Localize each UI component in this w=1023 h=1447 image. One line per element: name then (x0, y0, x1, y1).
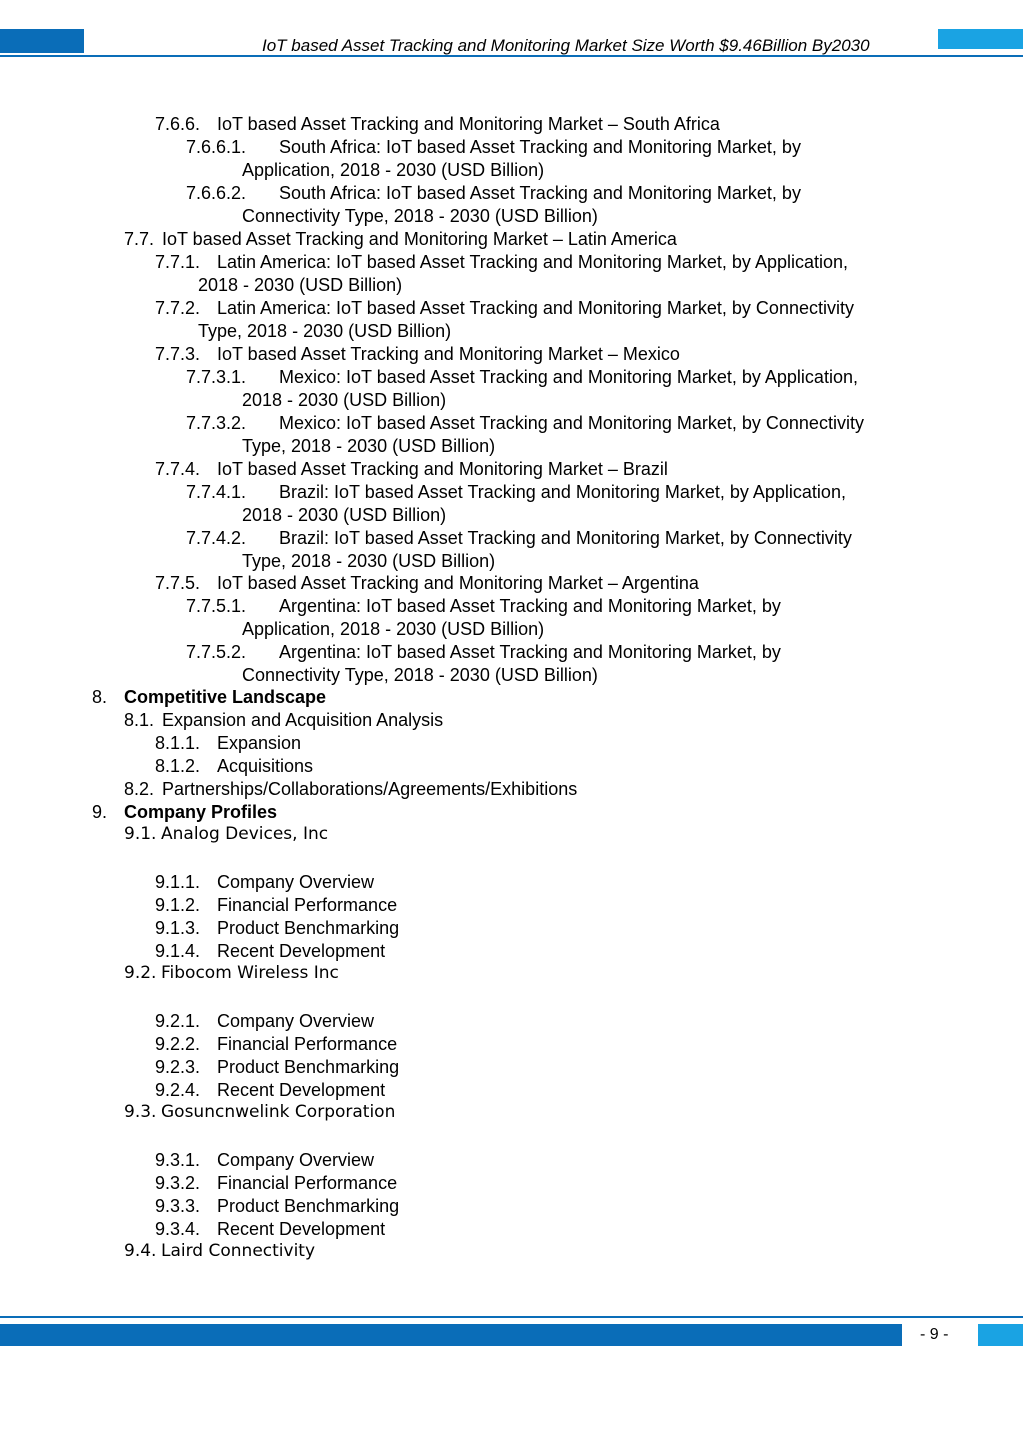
toc-entry-number: 7.7.5.2. (186, 642, 247, 662)
toc-entry-title: Product Benchmarking (217, 1196, 400, 1216)
toc-entry-number: 7.7.2. (155, 298, 201, 318)
toc-entry-title: Laird Connectivity (161, 1241, 316, 1261)
toc-entry-title: Application, 2018 - 2030 (USD Billion) (242, 619, 545, 639)
toc-entry-number: 9.4. (124, 1241, 157, 1261)
toc-entry-number: 7.7.3.1. (186, 367, 247, 387)
toc-entry-title: Argentina: IoT based Asset Tracking and Monitoring Market, by (279, 642, 781, 662)
toc-entry-title: Recent Development (217, 941, 386, 961)
toc-entry-number: 9.2.4. (155, 1080, 201, 1100)
toc-entry-title: Company Overview (217, 872, 375, 892)
toc-entry-title: Product Benchmarking (217, 1057, 400, 1077)
toc-entry-title: IoT based Asset Tracking and Monitoring Market – Brazil (217, 459, 668, 479)
toc-entry-number: 9.3.1. (155, 1150, 201, 1170)
toc-entry-number: 7.7.3. (155, 344, 201, 364)
toc-entry-title: Fibocom Wireless Inc (161, 963, 339, 983)
toc-entry-number: 7.6.6.2. (186, 183, 247, 203)
toc-entry-number: 7.7.4. (155, 459, 201, 479)
toc-entry-title: South Africa: IoT based Asset Tracking and Monitoring Market, by (279, 183, 801, 203)
toc-entry-number: 9.2.3. (155, 1057, 201, 1077)
toc-entry-number: 8.2. (124, 779, 155, 799)
toc-entry-number: 7.6.6. (155, 114, 201, 134)
toc-entry-title: IoT based Asset Tracking and Monitoring Market – South Africa (217, 114, 720, 134)
toc-entry-number: 7.7.3.2. (186, 413, 247, 433)
toc-entry-number: 9. (92, 802, 108, 822)
toc-entry-number: 9.3.3. (155, 1196, 201, 1216)
toc-entry-number: 9.1.2. (155, 895, 201, 915)
toc-entry-title: Brazil: IoT based Asset Tracking and Monitoring Market, by Application, (279, 482, 846, 502)
toc-entry-number: 8. (92, 687, 108, 707)
toc-entry-title: Company Overview (217, 1150, 375, 1170)
toc-entry-title: South Africa: IoT based Asset Tracking and Monitoring Market, by (279, 137, 801, 157)
toc-entry-title: Recent Development (217, 1219, 386, 1239)
footer-accent-right (978, 1324, 1023, 1346)
toc-entry-title: Mexico: IoT based Asset Tracking and Monitoring Market, by Connectivity (279, 413, 864, 433)
toc-entry-title: IoT based Asset Tracking and Monitoring Market – Argentina (217, 573, 699, 593)
toc-entry-title: Expansion (217, 733, 302, 753)
toc-entry-number: 9.1.3. (155, 918, 201, 938)
toc-entry-title: IoT based Asset Tracking and Monitoring Market – Mexico (217, 344, 680, 364)
toc-entry-number: 8.1. (124, 710, 155, 730)
toc-entry-number: 8.1.2. (155, 756, 201, 776)
toc-entry-title: 2018 - 2030 (USD Billion) (242, 390, 447, 410)
toc-entry-title: IoT based Asset Tracking and Monitoring Market – Latin America (162, 229, 677, 249)
toc-entry-title: Company Profiles (124, 802, 278, 822)
toc-entry-title: Latin America: IoT based Asset Tracking and Monitoring Market, by Application, (217, 252, 849, 272)
page-number: - 9 - (920, 1326, 949, 1343)
toc-entry-title: Acquisitions (217, 756, 314, 776)
toc-entry-number: 9.3.2. (155, 1173, 201, 1193)
toc-entry-number: 7.7. (124, 229, 155, 249)
toc-entry-number: 7.7.4.2. (186, 528, 247, 548)
toc-entry-title: Financial Performance (217, 895, 398, 915)
toc-entry-title: Financial Performance (217, 1034, 398, 1054)
toc-entry-title: Competitive Landscape (124, 687, 327, 707)
toc-entry-number: 9.3. (124, 1102, 157, 1122)
toc-entry-number: 9.1.1. (155, 872, 201, 892)
toc-entry-title: Company Overview (217, 1011, 375, 1031)
header-title: IoT based Asset Tracking and Monitoring Market Size Worth $9.46Billion By2030 (262, 36, 870, 55)
toc-entry-title: Argentina: IoT based Asset Tracking and Monitoring Market, by (279, 596, 781, 616)
toc-entry-number: 9.2. (124, 963, 157, 983)
footer-bar (0, 1324, 902, 1346)
toc-entry-number: 9.2.1. (155, 1011, 201, 1031)
toc-entry-title: Gosuncnwelink Corporation (161, 1102, 396, 1122)
toc-entry-title: Expansion and Acquisition Analysis (162, 710, 444, 730)
toc-entry-title: Connectivity Type, 2018 - 2030 (USD Billion) (242, 665, 598, 685)
toc-entry-title: Mexico: IoT based Asset Tracking and Monitoring Market, by Application, (279, 367, 858, 387)
toc-entry-title: Application, 2018 - 2030 (USD Billion) (242, 160, 545, 180)
toc-entry-number: 7.7.5.1. (186, 596, 247, 616)
toc-entry-number: 9.3.4. (155, 1219, 201, 1239)
toc-entry-number: 7.7.4.1. (186, 482, 247, 502)
toc-entry-title: 2018 - 2030 (USD Billion) (242, 505, 447, 525)
toc-entry-title: Partnerships/Collaborations/Agreements/Exhibitions (162, 779, 578, 799)
toc-entry-number: 7.7.1. (155, 252, 201, 272)
toc-entry-number: 9.1. (124, 824, 157, 844)
toc-entry-title: Connectivity Type, 2018 - 2030 (USD Billion) (242, 206, 598, 226)
toc-entry-title: Recent Development (217, 1080, 386, 1100)
toc-entry-title: Type, 2018 - 2030 (USD Billion) (242, 436, 496, 456)
toc-entry-title: Product Benchmarking (217, 918, 400, 938)
toc-entry-title: 2018 - 2030 (USD Billion) (198, 275, 403, 295)
toc-entry-title: Latin America: IoT based Asset Tracking and Monitoring Market, by Connectivity (217, 298, 854, 318)
toc-entry-title: Type, 2018 - 2030 (USD Billion) (198, 321, 452, 341)
toc-entry-number: 8.1.1. (155, 733, 201, 753)
toc-entry-number: 7.6.6.1. (186, 137, 247, 157)
toc-entry-title: Financial Performance (217, 1173, 398, 1193)
toc-entry-title: Brazil: IoT based Asset Tracking and Monitoring Market, by Connectivity (279, 528, 852, 548)
toc-entry-number: 9.1.4. (155, 941, 201, 961)
footer-rule (0, 1316, 1023, 1318)
toc-entry-title: Analog Devices, Inc (161, 824, 329, 844)
toc-entry-number: 7.7.5. (155, 573, 201, 593)
toc-entry-number: 9.2.2. (155, 1034, 201, 1054)
toc-entry-title: Type, 2018 - 2030 (USD Billion) (242, 551, 496, 571)
